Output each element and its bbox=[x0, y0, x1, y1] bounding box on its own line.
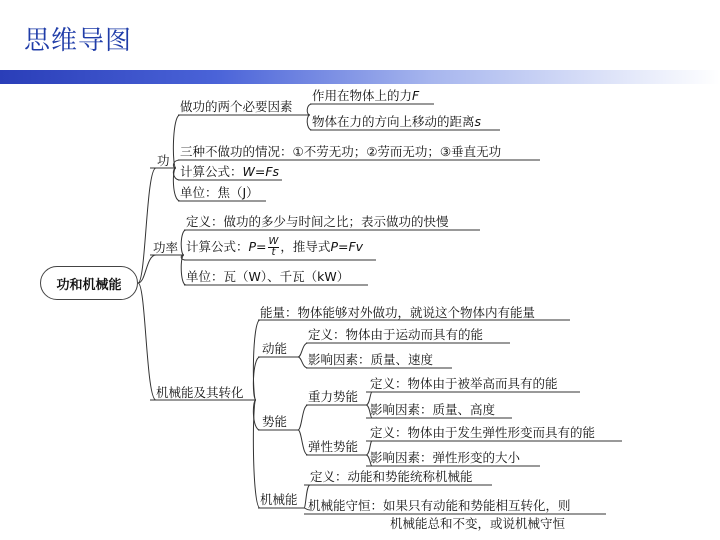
node-mechanical-definition: 定义：动能和势能统称机械能 bbox=[310, 469, 473, 484]
fraction-w-over-t: $\frac{W}{t}$ bbox=[268, 236, 279, 258]
root-node: 功和机械能 bbox=[40, 266, 138, 300]
node-elastic-definition: 定义：物体由于发生弹性形变而具有的能 bbox=[370, 425, 596, 440]
node-factor-force: 作用在物体上的力F bbox=[312, 88, 420, 103]
node-kinetic-factors: 影响因素：质量、速度 bbox=[308, 352, 434, 367]
node-work-unit: 单位：焦（J） bbox=[180, 185, 259, 200]
node-potential-energy: 势能 bbox=[262, 414, 288, 429]
node-factor-distance: 物体在力的方向上移动的距离s bbox=[312, 114, 482, 129]
node-conservation-line1: 机械能守恒：如果只有动能和势能相互转化，则 bbox=[308, 498, 571, 513]
node-kinetic-energy: 动能 bbox=[262, 341, 288, 356]
node-kinetic-definition: 定义：物体由于运动而具有的能 bbox=[308, 327, 484, 342]
node-energy-definition: 能量：物体能够对外做功，就说这个物体内有能量 bbox=[260, 305, 536, 320]
node-mechanical-energy: 机械能 bbox=[260, 492, 298, 507]
node-work-formula: 计算公式：W=Fs bbox=[180, 164, 280, 179]
node-power-formula: 计算公式：P= $\frac{W}{t}$ ，推导式P=Fv bbox=[186, 236, 364, 258]
node-mechanical-energy-conversion: 机械能及其转化 bbox=[156, 385, 244, 400]
node-work: 功 bbox=[157, 153, 170, 168]
node-power-unit: 单位：瓦（W）、千瓦（kW） bbox=[186, 269, 350, 284]
node-power: 功率 bbox=[153, 240, 179, 255]
node-no-work-cases: 三种不做功的情况：①不劳无功；②劳而无功；③垂直无功 bbox=[180, 144, 502, 159]
node-gravitational-potential: 重力势能 bbox=[308, 389, 359, 404]
node-power-definition: 定义：做功的多少与时间之比；表示做功的快慢 bbox=[186, 214, 449, 229]
node-conservation-line2: 机械能总和不变，或说机械守恒 bbox=[390, 516, 566, 531]
page-title: 思维导图 bbox=[24, 26, 133, 56]
node-two-necessary-factors: 做功的两个必要因素 bbox=[180, 99, 293, 114]
node-gravitational-factors: 影响因素：质量、高度 bbox=[370, 402, 496, 417]
node-elastic-factors: 影响因素：弹性形变的大小 bbox=[370, 450, 521, 465]
node-elastic-potential: 弹性势能 bbox=[308, 439, 359, 454]
node-gravitational-definition: 定义：物体由于被举高而具有的能 bbox=[370, 376, 558, 391]
